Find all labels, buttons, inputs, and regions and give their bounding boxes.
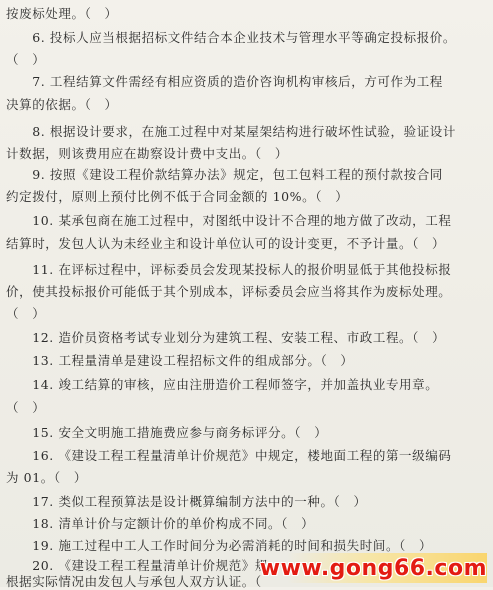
text-line-2: 6. 投标人应当根据招标文件结合本企业技术与管理水平等确定投标报价。 <box>6 30 457 45</box>
text-line-12: 11. 在评标过程中，评标委员会发现某投标人的报价明显低于其他投标报 <box>6 262 452 277</box>
text-line-16: 13. 工程量清单是建设工程招标文件的组成部分。（ ） <box>6 353 354 368</box>
text-line-19: 15. 安全文明施工措施费应参与商务标评分。（ ） <box>6 425 328 440</box>
text-line-1: 按废标处理。（ ） <box>6 6 118 21</box>
text-line-9: 约定拨付，原则上预付比例不低于合同金额的 10%。（ ） <box>6 189 349 204</box>
text-line-26: 根据实际情况由发包人与承包人双方认证。（ <box>6 574 262 589</box>
text-line-25: 20. 《建设工程工程量清单计价规范》规 <box>6 558 269 573</box>
text-line-4: 7. 工程结算文件需经有相应资质的造价咨询机构审核后，方可作为工程 <box>6 74 443 89</box>
text-line-24: 19. 施工过程中工人工作时间分为必需消耗的时间和损失时间。（ ） <box>6 538 433 553</box>
text-line-5: 决算的依据。（ ） <box>6 97 118 112</box>
text-line-11: 结算时，发包人认为未经业主和设计单位认可的设计变更，不予计量。（ ） <box>6 236 446 251</box>
text-line-20: 16. 《建设工程工程量清单计价规范》中规定，楼地面工程的第一级编码 <box>6 448 452 463</box>
text-line-18: （ ） <box>6 400 46 415</box>
text-line-21: 为 01。（ ） <box>6 470 87 485</box>
text-line-17: 14. 竣工结算的审核，应由注册造价工程师签字，并加盖执业专用章。 <box>6 377 439 392</box>
text-line-7: 计数据，则该费用应在勘察设计费中支出。（ ） <box>6 146 288 161</box>
text-line-8: 9. 按照《建设工程价款结算办法》规定，包工包料工程的预付款按合同 <box>6 167 443 182</box>
text-line-22: 17. 类似工程预算法是设计概算编制方法中的一种。（ ） <box>6 494 367 509</box>
text-line-10: 10. 某承包商在施工过程中，对图纸中设计不合理的地方做了改动，工程 <box>6 213 452 228</box>
text-line-15: 12. 造价员资格考试专业划分为建筑工程、安装工程、市政工程。（ ） <box>6 330 446 345</box>
text-line-13: 价，使其投标报价可能低于其个别成本，评标委员会应当将其作为废标处理。 <box>6 284 452 299</box>
site-watermark <box>259 553 487 583</box>
text-line-3: （ ） <box>6 52 46 67</box>
text-line-6: 8. 根据设计要求，在施工过程中对某屋架结构进行破坏性试验，验证设计 <box>6 124 457 139</box>
watermark-text: www.gong66.com <box>259 555 487 581</box>
text-line-14: （ ） <box>6 306 46 321</box>
text-line-23: 18. 清单计价与定额计价的单价构成不同。（ ） <box>6 516 315 531</box>
